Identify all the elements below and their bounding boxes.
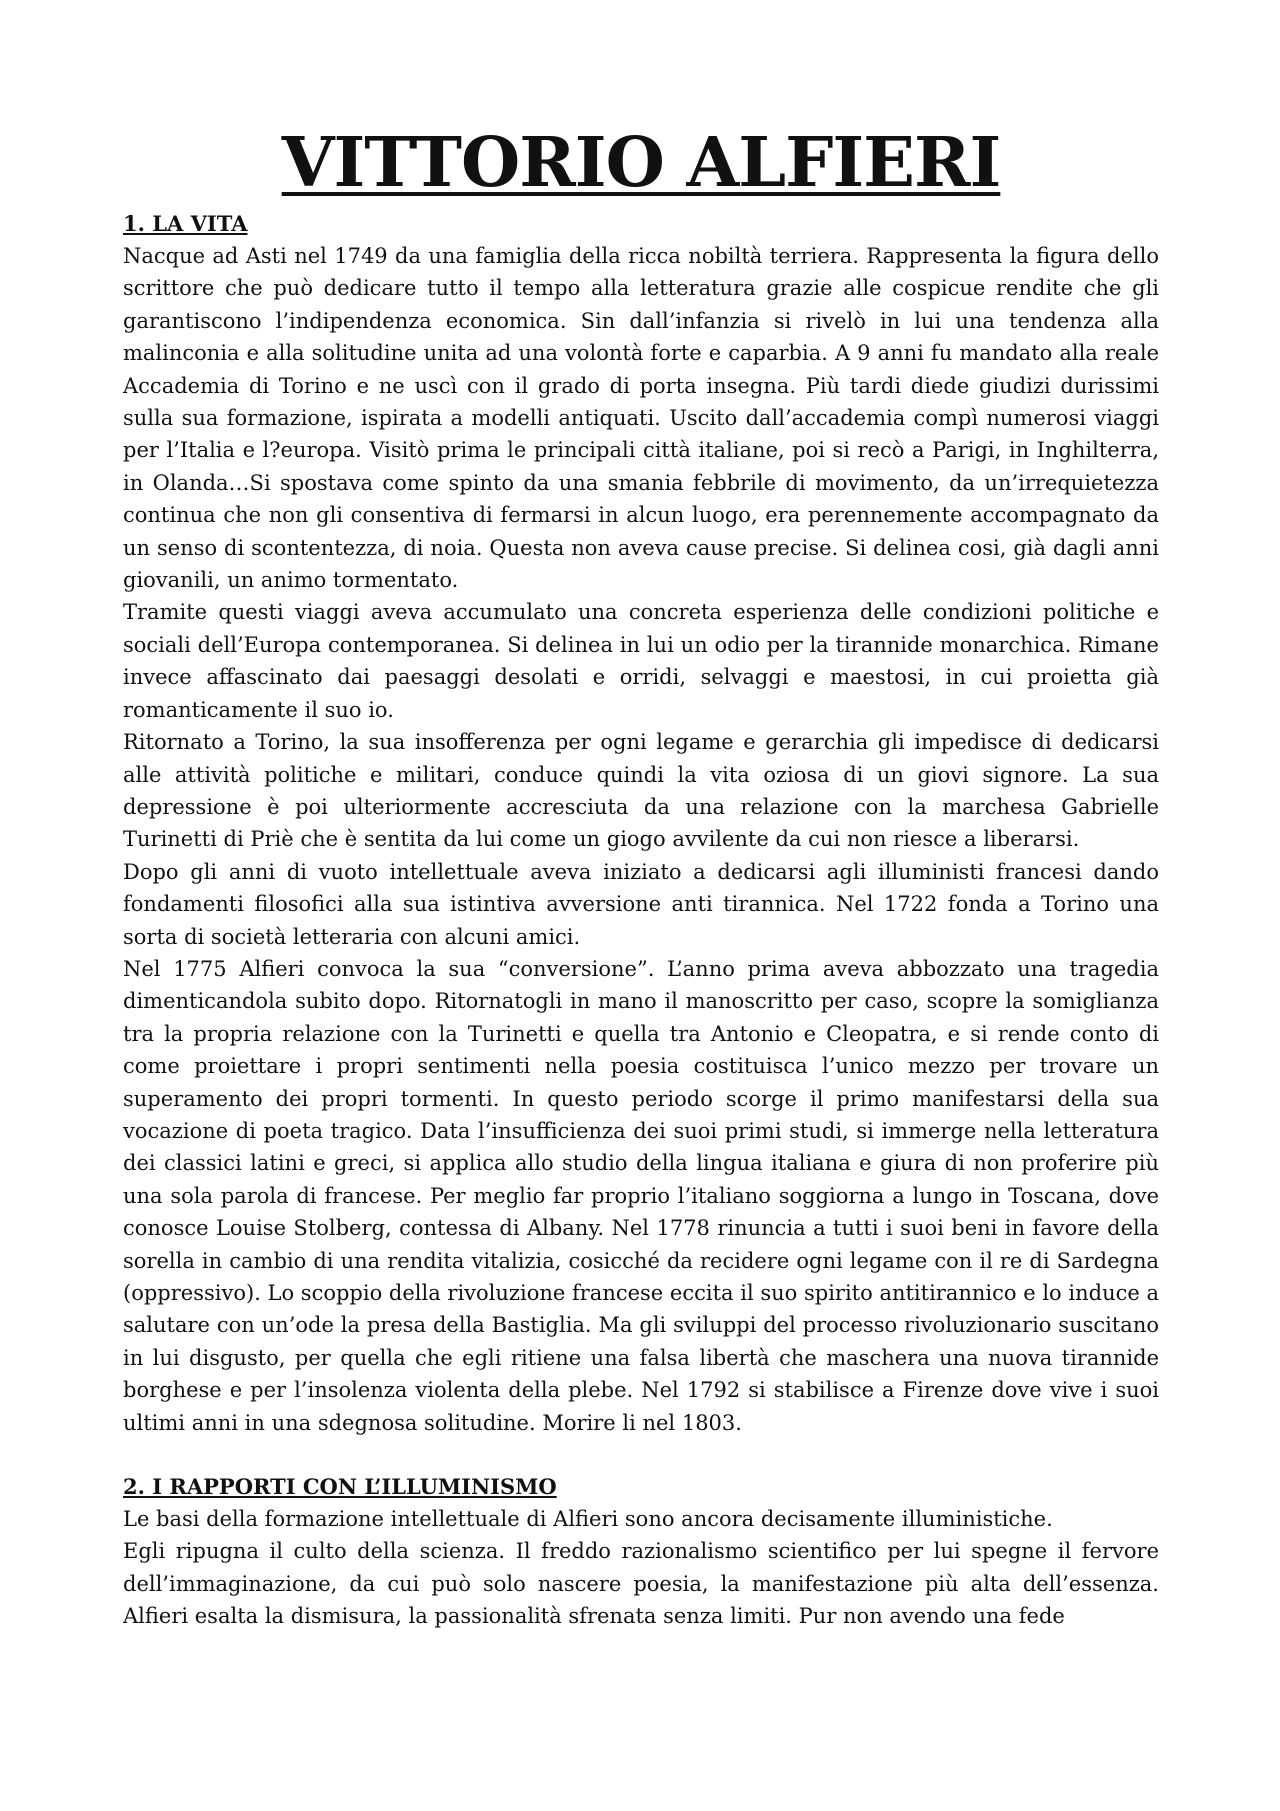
section-heading: 2. I RAPPORTI CON L’ILLUMINISMO (123, 1474, 557, 1500)
paragraph: Dopo gli anni di vuoto intellettuale aveva iniziato a dedicarsi agli illuministi francesi dando fondamenti filosofici alla sua istintiva avversione anti tirannica. Nel 1722 fonda a Torino una sorta di società letteraria con alcuni amici. (123, 859, 1159, 949)
paragraph: Ritornato a Torino, la sua insofferenza per ogni legame e gerarchia gli impedisce di dedicarsi alle attività politiche e militari, conduce quindi la vita oziosa di un giovi signore. La sua depressione è poi ulteriormente accresciuta da una relazione con la marchesa Gabrielle Turinetti di Priè che è sentita da lui come un giogo avvilente da cui non riesce a liberarsi. (123, 730, 1159, 852)
paragraph: Egli ripugna il culto della scienza. Il freddo razionalismo scientifico per lui spegne il fervore dell’immaginazione, da cui può solo nascere poesia, la manifestazione più alta dell’essenza. Alfieri esalta la dismisura, la passionalità sfrenata senza limiti. Pur non avendo una fede (123, 1539, 1159, 1629)
paragraph: Tramite questi viaggi aveva accumulato una concreta esperienza delle condizioni politiche e sociali dell’Europa contemporanea. Si delinea in lui un odio per la tirannide monarchica. Rimane invece affascinato dai paesaggi desolati e orridi, selvaggi e maestosi, in cui proietta già romanticamente il suo io. (123, 600, 1159, 722)
paragraph: Nel 1775 Alfieri convoca la sua “conversione”. L’anno prima aveva abbozzato una tragedia dimenticandola subito dopo. Ritornatogli in mano il manoscritto per caso, scopre la somiglianza tra la propria relazione con la Turinetti e quella tra Antonio e Cleopatra, e si rende conto di come proiettare i propri sentimenti nella poesia costituisca l’unico mezzo per trovare un superamento dei propri tormenti. In questo periodo scorge il primo manifestarsi della sua vocazione di poeta tragico. Data l’insufficienza dei suoi primi studi, si immerge nella letteratura dei classici latini e greci, si applica allo studio della lingua italiana e giura di non proferire più una sola parola di francese. Per meglio far proprio l’italiano soggiorna a lungo in Toscana, dove conosce Louise Stolberg, contessa di Albany. Nel 1778 rinuncia a tutti i suoi beni in favore della sorella in cambio di una rendita vitalizia, cosicché da recidere ogni legame con il re di Sardegna (oppressivo). Lo scoppio della rivoluzione francese eccita il suo spirito antitirannico e lo induce a salutare con un’ode la presa della Bastiglia. Ma gli sviluppi del processo rivoluzionario suscitano in lui disgusto, per quella che egli ritiene una falsa libertà che maschera una nuova tirannide borghese e per l’insolenza violenta della plebe. Nel 1792 si stabilisce a Firenze dove vive i suoi ultimi anni in una sdegnosa solitudine. Morire li nel 1803. (123, 956, 1159, 1435)
section-rapporti-illuminismo (123, 1471, 1159, 1633)
section-la-vita (123, 208, 1159, 1439)
section-spacer (123, 1439, 1159, 1471)
section-heading: 1. LA VITA (123, 211, 248, 236)
document-title: VITTORIO ALFIERI (281, 123, 1001, 203)
document-page (123, 118, 1159, 1633)
paragraph: Le basi della formazione intellettuale di Alfieri sono ancora decisamente illuministiche. (123, 1507, 1053, 1532)
paragraph: Nacque ad Asti nel 1749 da una famiglia della ricca nobiltà terriera. Rappresenta la figura dello scrittore che può dedicare tutto il tempo alla letteratura grazie alle cospicue rendite che gli garantiscono l’indipendenza economica. Sin dall’infanzia si rivelò in lui una tendenza alla malinconia e alla solitudine unita ad una volontà forte e caparbia. A 9 anni fu mandato alla reale Accademia di Torino e ne uscì con il grado di porta insegna. Più tardi diede giudizi durissimi sulla sua formazione, ispirata a modelli antiquati. Uscito dall’accademia compì numerosi viaggi per l’Italia e l?europa. Visitò prima le principali città italiane, poi si recò a Parigi, in Inghilterra, in Olanda…Si spostava come spinto da una smania febbrile di movimento, da un’irrequietezza continua che non gli consentiva di fermarsi in alcun luogo, era perennemente accompagnato da un senso di scontentezza, di noia. Questa non aveva cause precise. Si delinea cosi, già dagli anni giovanili, un animo tormentato. (123, 244, 1159, 593)
